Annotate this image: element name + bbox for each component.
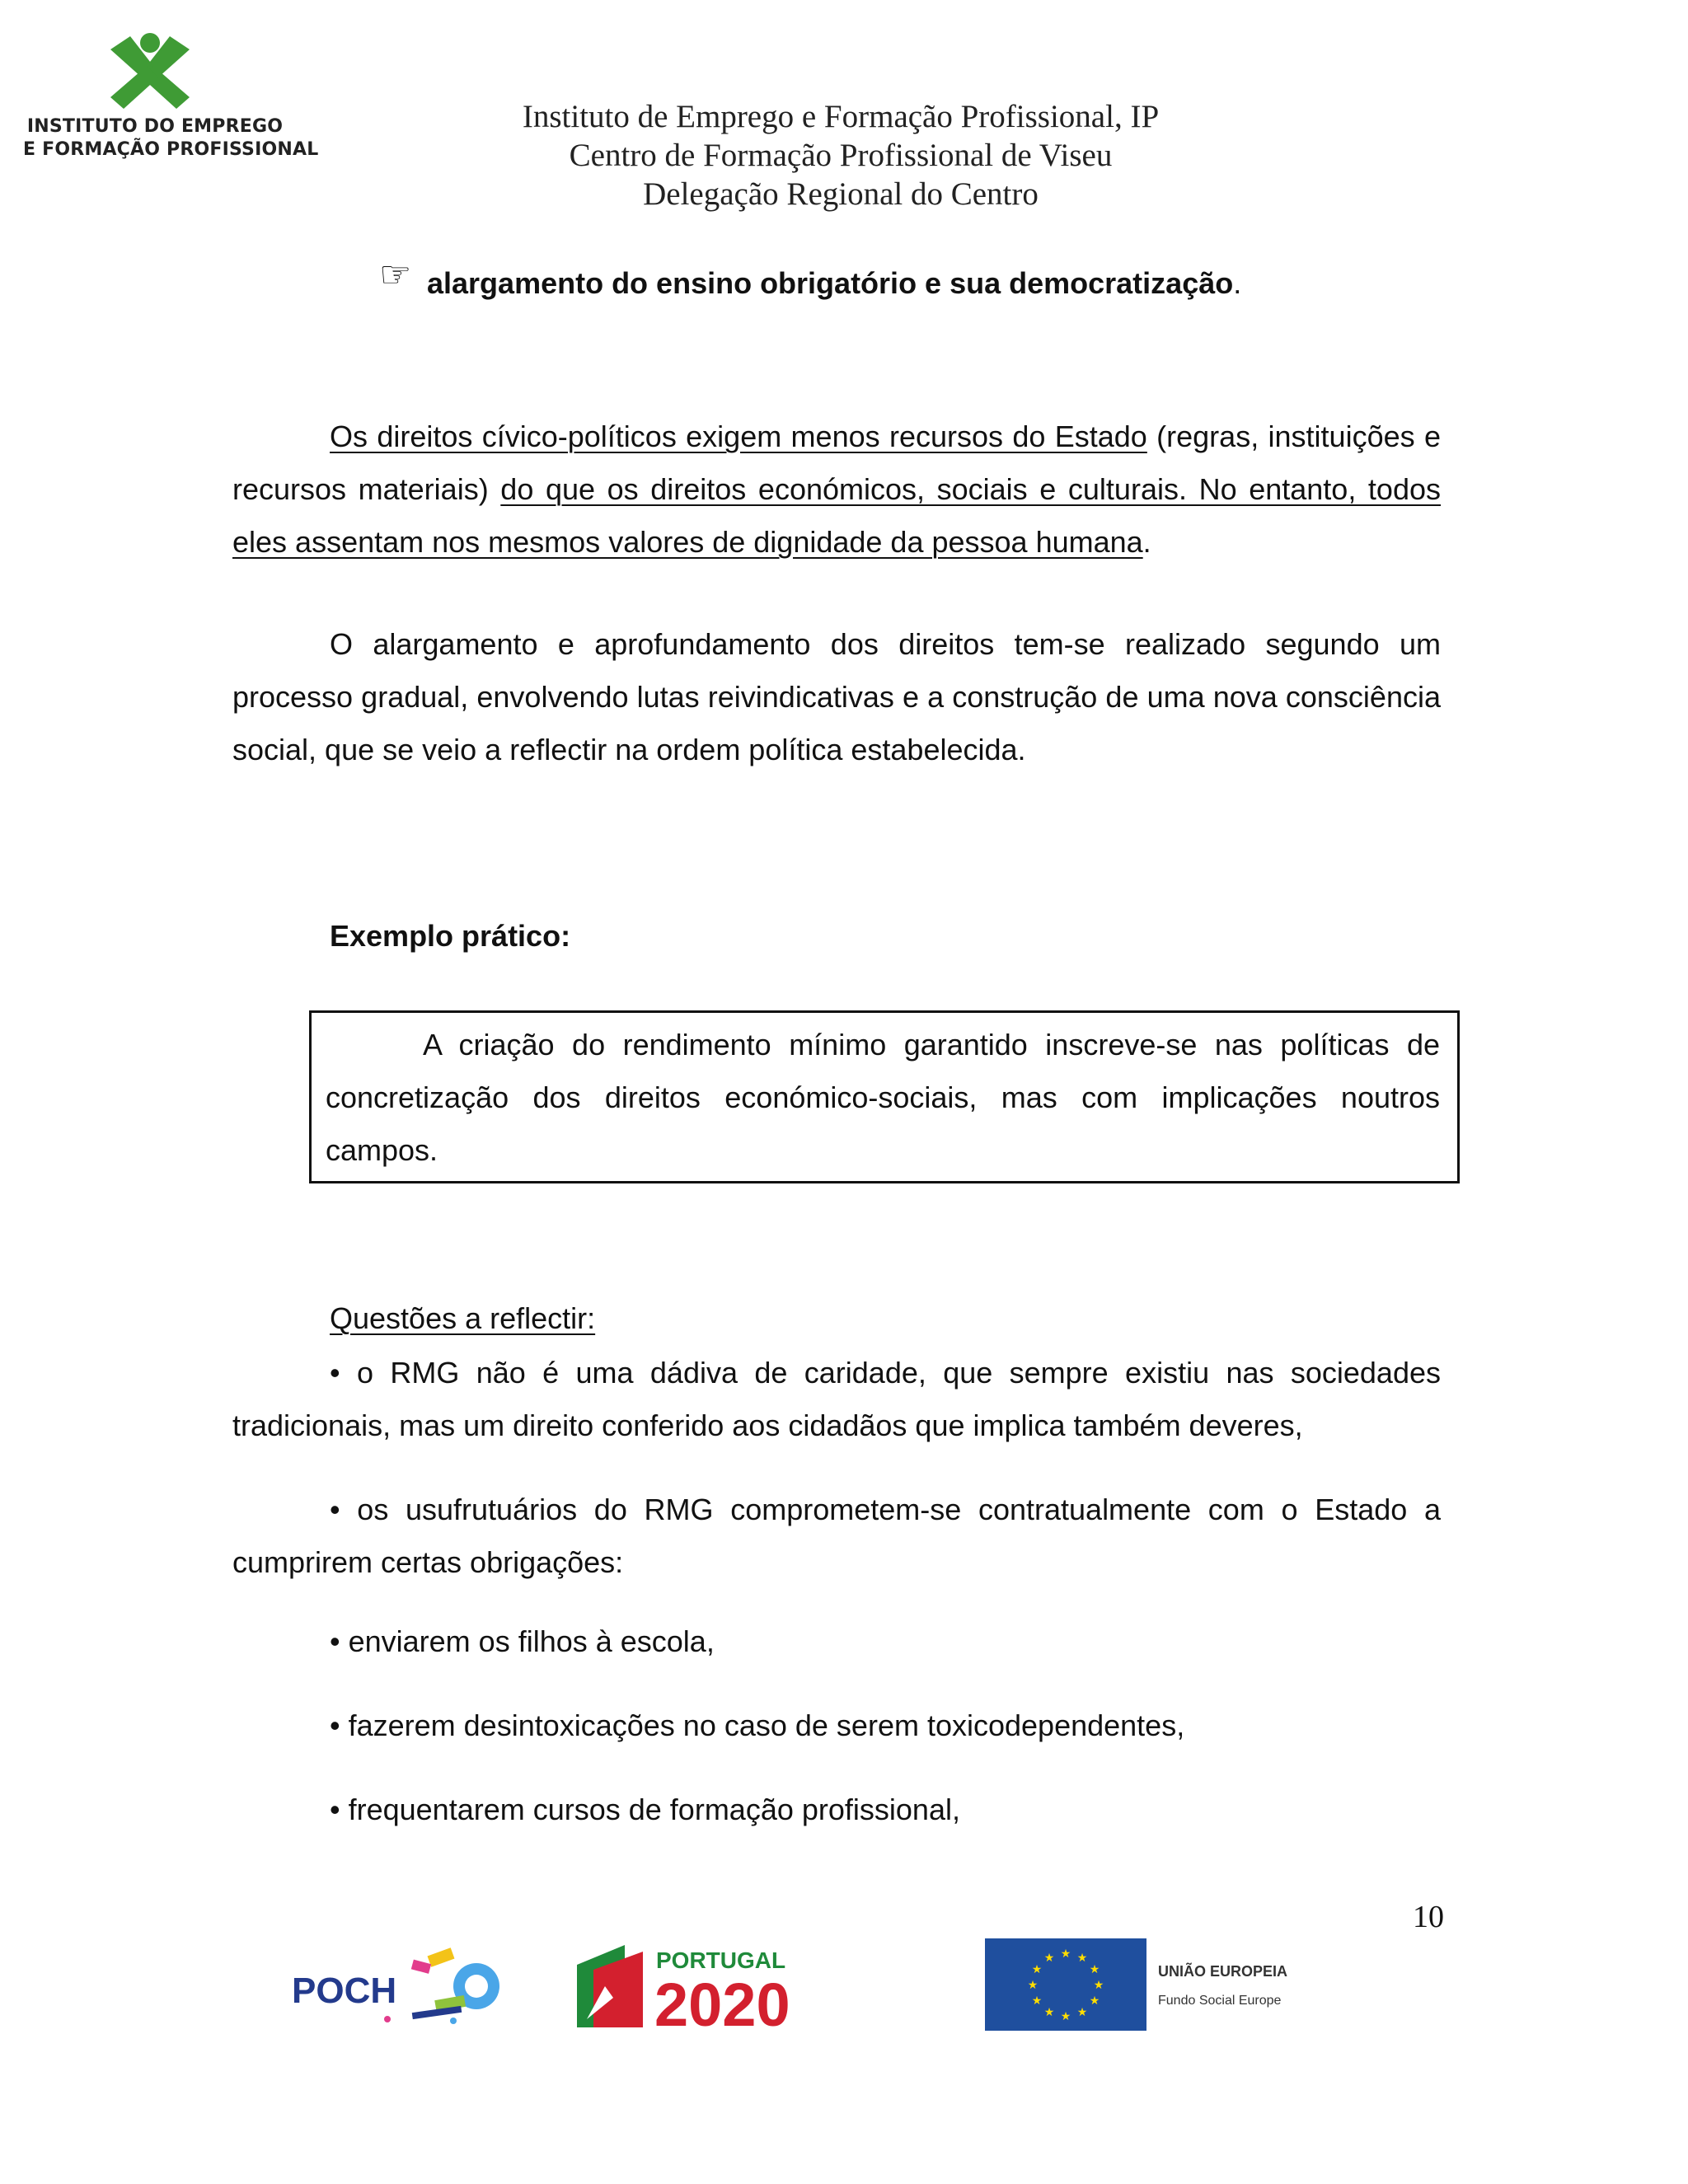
question-2-text: • os usufrutuários do RMG comprometem-se contratualmente com o Estado a cumprirem certas obrigações: (232, 1493, 1441, 1579)
para2-text: O alargamento e aprofundamento dos direitos tem-se realizado segundo um processo gradual, envolvendo lutas reivindicativas e a construção de uma nova consciência social, que se veio a reflectir na ordem política estabelecida. (232, 627, 1441, 766)
svg-text:★: ★ (1060, 1947, 1071, 1961)
header-line-1: Instituto de Emprego e Formação Profissional, IP (522, 99, 1160, 134)
svg-text:★: ★ (1043, 2006, 1055, 2019)
svg-text:★: ★ (1076, 1952, 1088, 1965)
paragraph-2 (232, 618, 1441, 776)
svg-text:★: ★ (1031, 1994, 1043, 2008)
bullet-item-2: • fazerem desintoxicações no caso de serem toxicodependentes, (330, 1708, 1185, 1742)
eu-line-1: UNIÃO EUROPEIA (1158, 1963, 1288, 1980)
poch-logo-text: POCH (292, 1971, 397, 2011)
para1-text-2: . (1142, 525, 1151, 559)
intro-end: . (1233, 266, 1242, 300)
svg-text:★: ★ (1089, 1963, 1100, 1976)
svg-text:★: ★ (1089, 1994, 1100, 2008)
example-heading: Exemplo prático: (330, 919, 571, 953)
example-text: A criação do rendimento mínimo garantido inscreve-se nas políticas de concretização dos direitos económico-sociais, mas com implicações noutros campos. (326, 1028, 1440, 1167)
question-1-text: • o RMG não é uma dádiva de caridade, que sempre existiu nas sociedades tradicionais, mas um direito conferido aos cidadãos que implica também deveres, (232, 1356, 1441, 1442)
poch-logo-icon (288, 1937, 511, 2036)
year-text: 2020 (654, 1971, 790, 2036)
header-line-2: Centro de Formação Profissional de Viseu (569, 138, 1113, 173)
svg-text:★: ★ (1043, 1952, 1055, 1965)
svg-text:★: ★ (1027, 1979, 1039, 1992)
portugal-2020-logo-icon (569, 1937, 931, 2036)
para1-underlined-1: Os direitos cívico-políticos exigem menos recursos do Estado (330, 419, 1147, 453)
svg-text:★: ★ (1076, 2006, 1088, 2019)
bullet-item-1: • enviarem os filhos à escola, (330, 1624, 715, 1658)
page-number: 10 (1413, 1900, 1444, 1934)
logo-line-1: INSTITUTO DO EMPREGO (26, 116, 284, 137)
svg-text:★: ★ (1093, 1979, 1104, 1992)
intro-bold-text: alargamento do ensino obrigatório e sua democratização (427, 266, 1234, 300)
portugal-text: PORTUGAL (656, 1947, 786, 1973)
example-text-block (326, 1019, 1440, 1177)
intro-line (427, 265, 1241, 302)
question-1 (232, 1347, 1441, 1452)
paragraph-1 (232, 410, 1441, 569)
document-header (429, 97, 1253, 213)
bullet-item-3: • frequentarem cursos de formação profissional, (330, 1793, 960, 1826)
questions-heading: Questões a reflectir: (330, 1301, 596, 1335)
para1-text-1: (regras, instituições e recursos materiais) (232, 419, 1441, 506)
eu-line-2: Fundo Social Europe (1158, 1994, 1282, 2008)
question-2 (232, 1483, 1441, 1589)
iefp-logo-text (23, 115, 319, 162)
para1-underlined-2: do que os direitos económicos, sociais e culturais. No entanto, todos eles assentam nos mesmos valores de dignidade da pessoa humana (232, 472, 1441, 559)
svg-text:★: ★ (1060, 2010, 1071, 2023)
pointing-hand-icon: ☞ (379, 254, 412, 296)
svg-text:★: ★ (1031, 1963, 1043, 1976)
eu-flag-logo-icon (985, 1938, 1339, 2031)
iefp-logo-icon (106, 31, 195, 110)
header-line-3: Delegação Regional do Centro (643, 176, 1039, 212)
logo-line-2: E FORMAÇÃO PROFISSIONAL (23, 139, 319, 160)
